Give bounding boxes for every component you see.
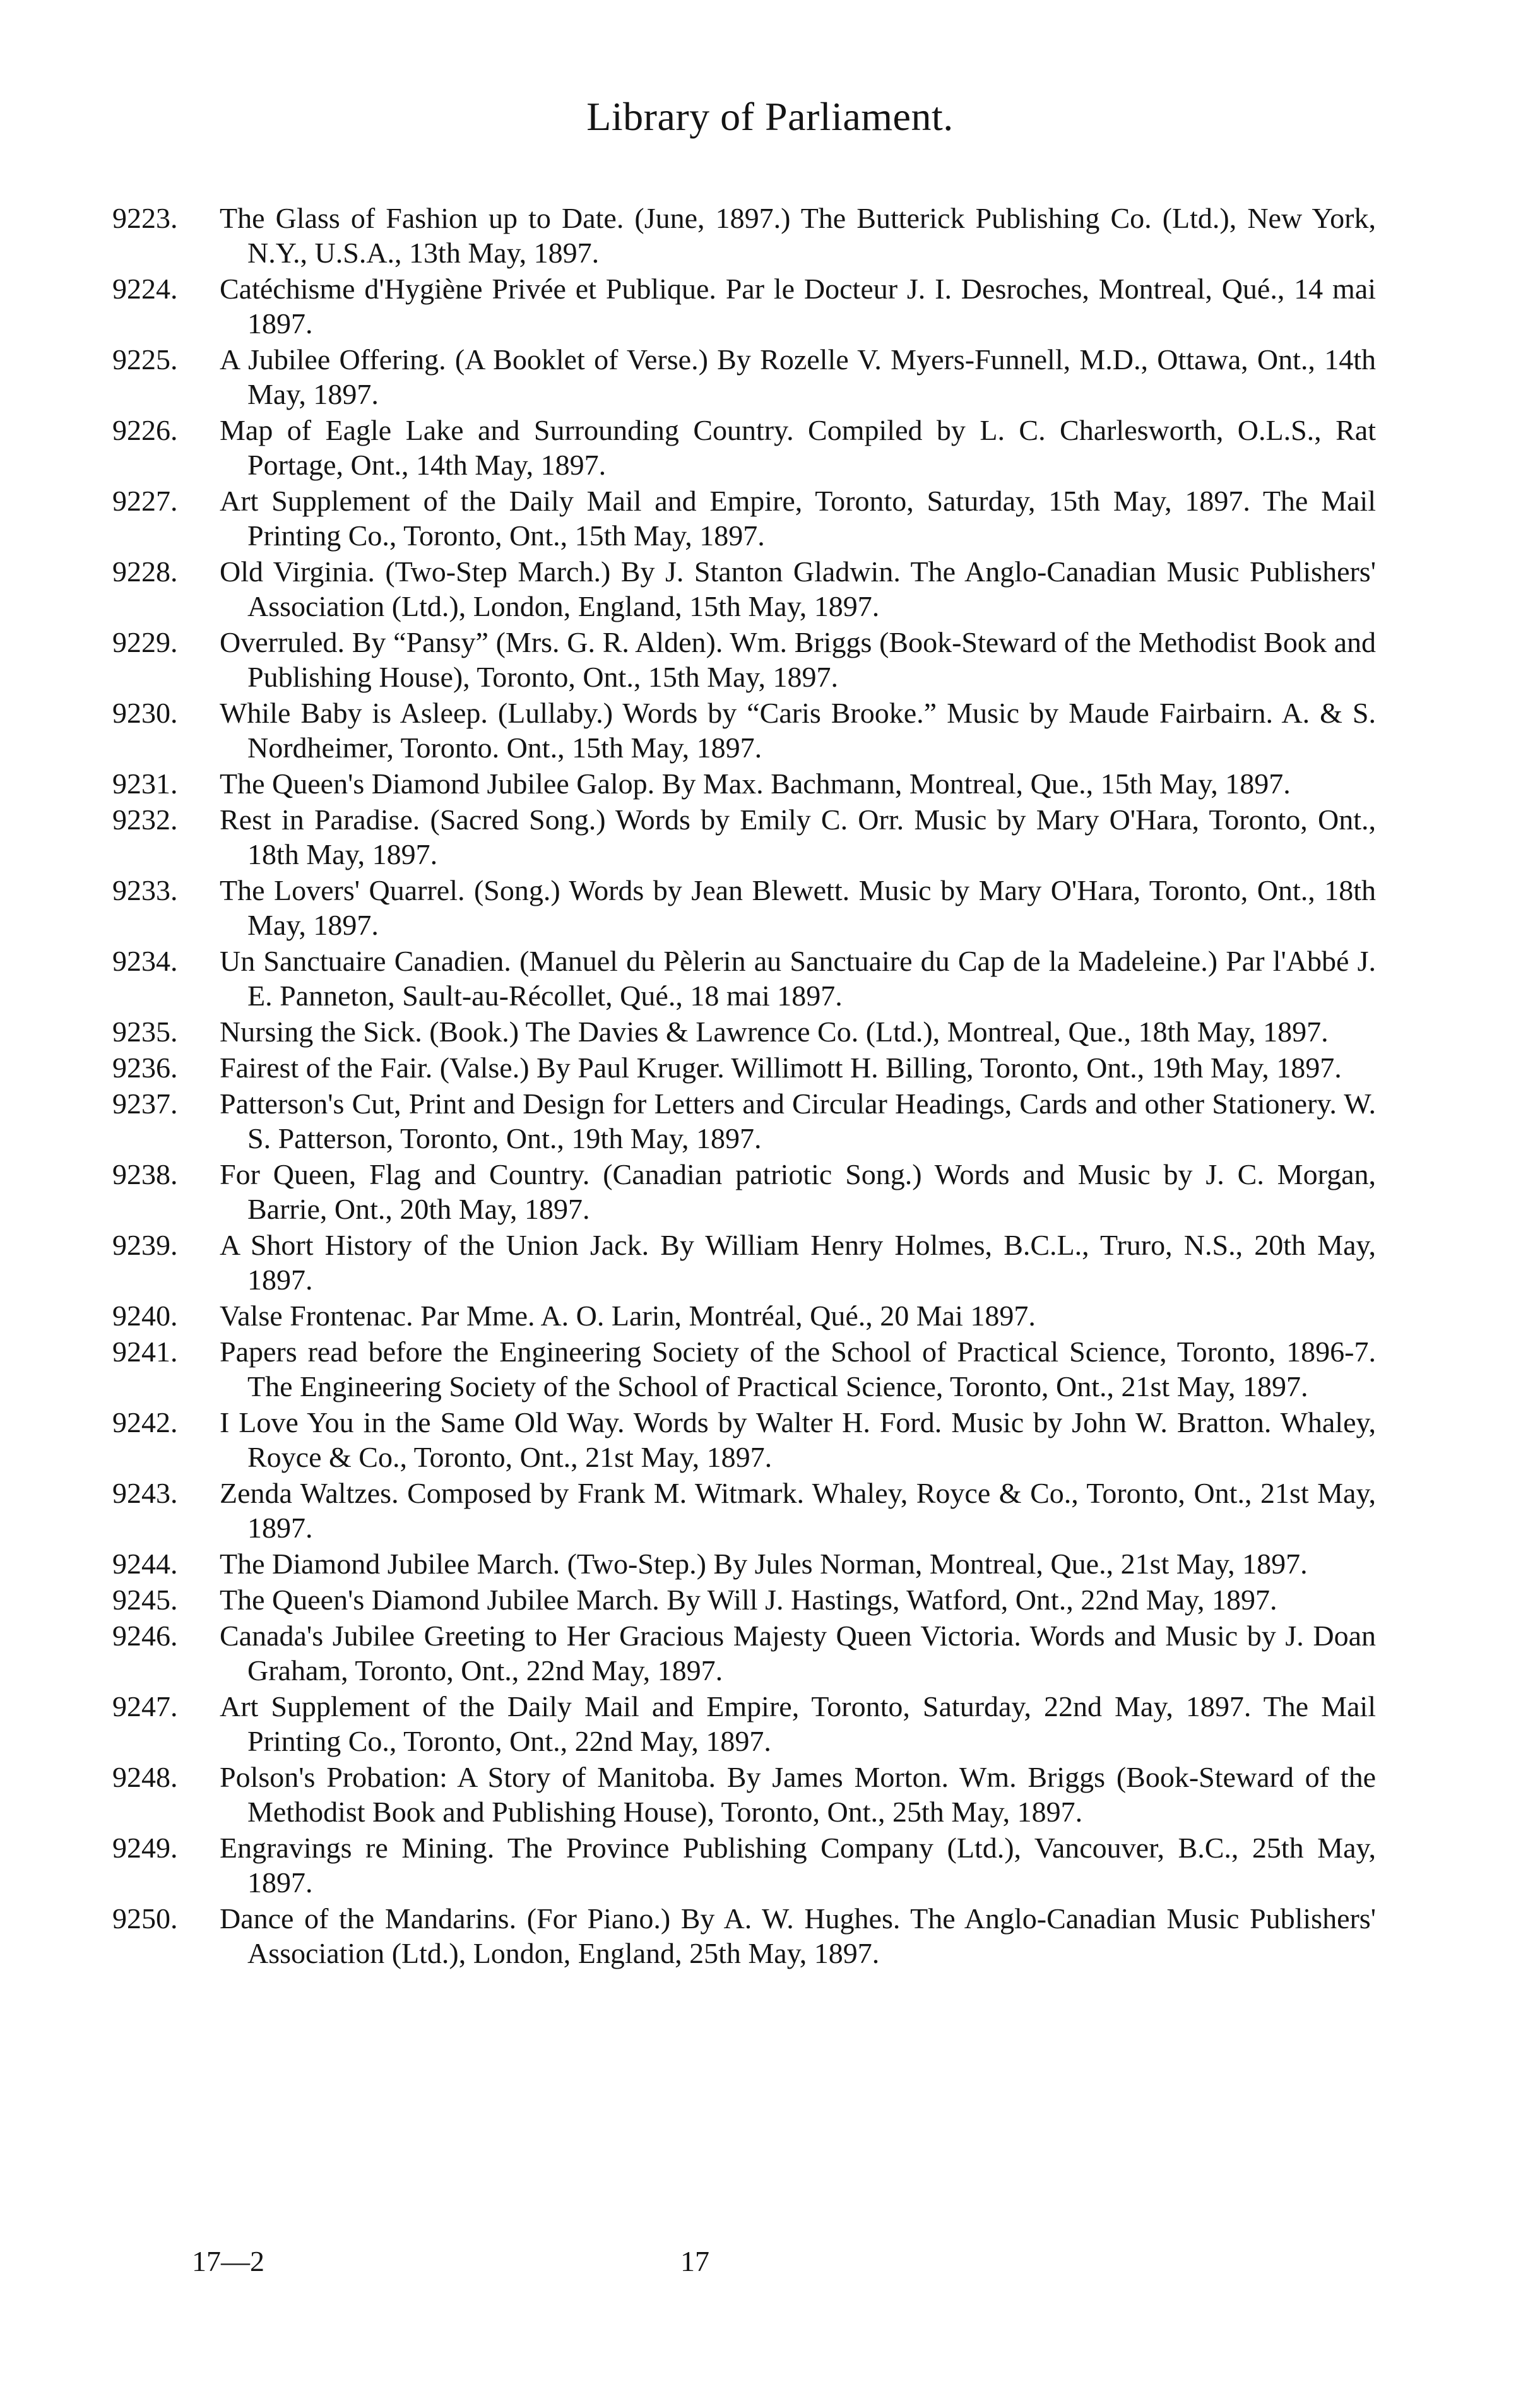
- list-item: [112, 201, 1381, 270]
- entry-text: Art Supplement of the Daily Mail and Empire, Toronto, Saturday, 22nd May, 1897. The Mail Printing Co., Toronto, Ont., 22nd May, 1897.: [220, 1690, 1376, 1757]
- entry-number: 9247.: [112, 1690, 178, 1722]
- entry-number: 9237.: [112, 1088, 178, 1120]
- list-item: [112, 1298, 1381, 1333]
- entry-text: Patterson's Cut, Print and Design for Letters and Circular Headings, Cards and other Stationery. W. S. Patterson, Toronto, Ont., 19th May, 1897.: [220, 1088, 1376, 1154]
- list-item: [112, 271, 1381, 341]
- entry-number: 9224.: [112, 273, 178, 305]
- entry-number: 9235.: [112, 1016, 178, 1048]
- entry-text: Engravings re Mining. The Province Publishing Company (Ltd.), Vancouver, B.C., 25th May, 1897.: [220, 1832, 1376, 1899]
- entry-number: 9223.: [112, 202, 178, 234]
- entry-number: 9228.: [112, 555, 178, 588]
- entry-number: 9240.: [112, 1300, 178, 1332]
- entry-text: Map of Eagle Lake and Surrounding Country. Compiled by L. C. Charlesworth, O.L.S., Rat Portage, Ont., 14th May, 1897.: [220, 414, 1376, 481]
- entry-number: 9245.: [112, 1584, 178, 1616]
- list-item: [112, 1901, 1381, 1971]
- list-item: [112, 1086, 1381, 1156]
- entry-number: 9232.: [112, 803, 178, 836]
- entry-number: 9246.: [112, 1620, 178, 1652]
- entry-number: 9238.: [112, 1158, 178, 1190]
- entry-text: The Glass of Fashion up to Date. (June, 1897.) The Butterick Publishing Co. (Ltd.), New York, N.Y., U.S.A., 13th May, 1897.: [220, 202, 1376, 269]
- entry-number: 9226.: [112, 414, 178, 446]
- entry-text: A Jubilee Offering. (A Booklet of Verse.) By Rozelle V. Myers-Funnell, M.D., Ottawa, Ont., 14th May, 1897.: [220, 343, 1376, 410]
- list-item: [112, 413, 1381, 482]
- entry-number: 9234.: [112, 945, 178, 977]
- list-item: [112, 554, 1381, 624]
- entry-number: 9249.: [112, 1832, 178, 1864]
- entry-text: Nursing the Sick. (Book.) The Davies & Lawrence Co. (Ltd.), Montreal, Que., 18th May, 1897.: [220, 1016, 1329, 1048]
- list-item: [112, 873, 1381, 942]
- page-title: Library of Parliament.: [586, 94, 954, 139]
- signature-mark: 17—2: [192, 2245, 264, 2277]
- entry-text: Rest in Paradise. (Sacred Song.) Words by Emily C. Orr. Music by Mary O'Hara, Toronto, Ont., 18th May, 1897.: [220, 803, 1376, 870]
- list-item: [112, 1228, 1381, 1297]
- entry-text: Catéchisme d'Hygiène Privée et Publique. Par le Docteur J. I. Desroches, Montreal, Qué., 14 mai 1897.: [220, 273, 1376, 340]
- entry-text: Zenda Waltzes. Composed by Frank M. Witmark. Whaley, Royce & Co., Toronto, Ont., 21st May, 1897.: [220, 1477, 1376, 1544]
- list-item: [112, 766, 1381, 801]
- entry-text: Papers read before the Engineering Society of the School of Practical Science, Toronto, 1896-7. The Engineering Society of the School of Practical Science, Toronto, Ont., 21st May, 1897.: [220, 1336, 1376, 1402]
- entry-text: For Queen, Flag and Country. (Canadian patriotic Song.) Words and Music by J. C. Morgan, Barrie, Ont., 20th May, 1897.: [220, 1158, 1376, 1225]
- entry-number: 9233.: [112, 874, 178, 906]
- list-item: [112, 1334, 1381, 1404]
- entry-number: 9229.: [112, 626, 178, 658]
- entry-list: [112, 201, 1381, 1972]
- list-item: [112, 625, 1381, 694]
- entry-text: The Queen's Diamond Jubilee March. By Will J. Hastings, Watford, Ont., 22nd May, 1897.: [220, 1584, 1277, 1616]
- entry-text: Art Supplement of the Daily Mail and Empire, Toronto, Saturday, 15th May, 1897. The Mail Printing Co., Toronto, Ont., 15th May, 1897.: [220, 485, 1376, 552]
- entry-text: The Lovers' Quarrel. (Song.) Words by Jean Blewett. Music by Mary O'Hara, Toronto, Ont., 18th May, 1897.: [220, 874, 1376, 941]
- entry-number: 9231.: [112, 768, 178, 800]
- entry-text: The Diamond Jubilee March. (Two-Step.) By Jules Norman, Montreal, Que., 21st May, 1897.: [220, 1548, 1308, 1580]
- list-item: [112, 1157, 1381, 1226]
- entry-text: I Love You in the Same Old Way. Words by Walter H. Ford. Music by John W. Bratton. Whaley, Royce & Co., Toronto, Ont., 21st May, 1897.: [220, 1406, 1376, 1473]
- list-item: [112, 1405, 1381, 1474]
- entry-number: 9230.: [112, 697, 178, 729]
- entry-number: 9241.: [112, 1336, 178, 1368]
- entry-text: Un Sanctuaire Canadien. (Manuel du Pèlerin au Sanctuaire du Cap de la Madeleine.) Par l'Abbé J. E. Panneton, Sault-au-Récollet, Qué., 18 mai 1897.: [220, 945, 1376, 1012]
- list-item: [112, 802, 1381, 872]
- list-item: [112, 483, 1381, 553]
- list-item: [112, 944, 1381, 1013]
- list-item: [112, 1476, 1381, 1545]
- entry-text: Overruled. By “Pansy” (Mrs. G. R. Alden). Wm. Briggs (Book-Steward of the Methodist Book and Publishing House), Toronto, Ont., 15th May, 1897.: [220, 626, 1376, 693]
- entry-text: Polson's Probation: A Story of Manitoba. By James Morton. Wm. Briggs (Book-Steward of the Methodist Book and Publishing House), Toronto, Ont., 25th May, 1897.: [220, 1761, 1376, 1828]
- entry-number: 9244.: [112, 1548, 178, 1580]
- list-item: [112, 1582, 1381, 1617]
- entry-number: 9248.: [112, 1761, 178, 1793]
- list-item: [112, 696, 1381, 765]
- list-item: [112, 1546, 1381, 1581]
- entry-number: 9239.: [112, 1229, 178, 1261]
- entry-number: 9250.: [112, 1902, 178, 1935]
- list-item: [112, 1014, 1381, 1049]
- list-item: [112, 342, 1381, 412]
- entry-text: While Baby is Asleep. (Lullaby.) Words by “Caris Brooke.” Music by Maude Fairbairn. A. & S. Nordheimer, Toronto. Ont., 15th May, 1897.: [220, 697, 1376, 764]
- entry-text: Valse Frontenac. Par Mme. A. O. Larin, Montréal, Qué., 20 Mai 1897.: [220, 1300, 1036, 1332]
- page-number: 17: [680, 2245, 709, 2277]
- list-item: [112, 1050, 1381, 1085]
- list-item: [112, 1830, 1381, 1900]
- list-item: [112, 1618, 1381, 1688]
- list-item: [112, 1760, 1381, 1829]
- entry-text: The Queen's Diamond Jubilee Galop. By Max. Bachmann, Montreal, Que., 15th May, 1897.: [220, 768, 1291, 800]
- entry-text: Old Virginia. (Two-Step March.) By J. Stanton Gladwin. The Anglo-Canadian Music Publishers' Association (Ltd.), London, England, 15th May, 1897.: [220, 555, 1376, 622]
- entry-number: 9236.: [112, 1052, 178, 1084]
- entry-number: 9225.: [112, 343, 178, 376]
- entry-text: Canada's Jubilee Greeting to Her Gracious Majesty Queen Victoria. Words and Music by J. Doan Graham, Toronto, Ont., 22nd May, 1897.: [220, 1620, 1376, 1687]
- entry-number: 9227.: [112, 485, 178, 517]
- entry-text: Fairest of the Fair. (Valse.) By Paul Kruger. Willimott H. Billing, Toronto, Ont., 19th May, 1897.: [220, 1052, 1342, 1084]
- entry-text: Dance of the Mandarins. (For Piano.) By A. W. Hughes. The Anglo-Canadian Music Publishers' Association (Ltd.), London, England, 25th May, 1897.: [220, 1902, 1376, 1969]
- entry-number: 9242.: [112, 1406, 178, 1438]
- entry-text: A Short History of the Union Jack. By William Henry Holmes, B.C.L., Truro, N.S., 20th May, 1897.: [220, 1229, 1376, 1296]
- entry-number: 9243.: [112, 1477, 178, 1509]
- list-item: [112, 1689, 1381, 1758]
